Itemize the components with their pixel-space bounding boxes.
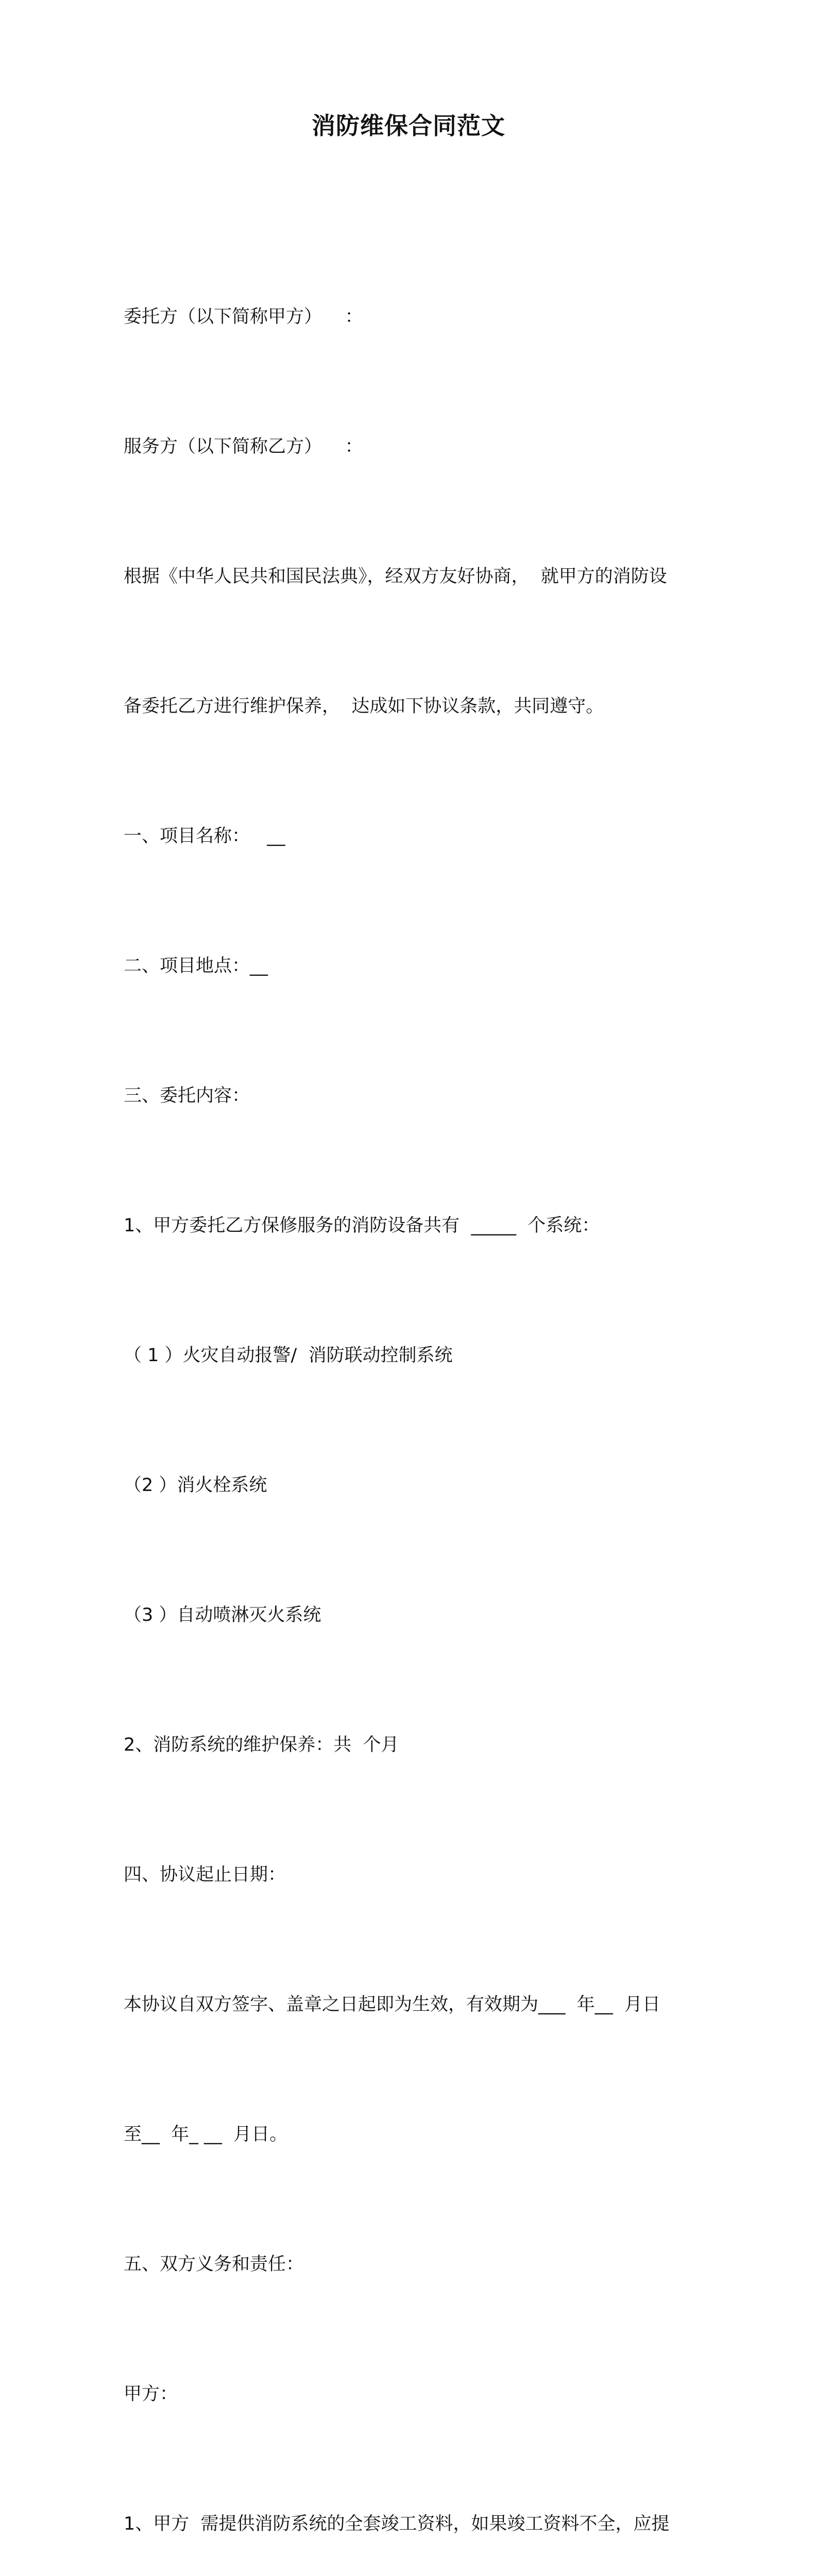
text-line: 四、协议起止日期： xyxy=(124,1865,286,1885)
text-line: 备委托乙方进行维护保养， 达成如下协议条款，共同遵守。 xyxy=(124,696,604,717)
text-line: （2 ）消火栓系统 xyxy=(124,1475,267,1496)
text-line: 二、项目地点：__ xyxy=(124,956,268,976)
text-line: 1、甲方 需提供消防系统的全套竣工资料，如果竣工资料不全，应提 xyxy=(124,2514,670,2534)
text-line: 甲方： xyxy=(124,2384,178,2404)
text-line: 至__ 年_ __ 月日。 xyxy=(124,2124,288,2145)
text-line: 三、委托内容： xyxy=(124,1086,250,1106)
text-line: 1、甲方委托乙方保修服务的消防设备共有 _____ 个系统： xyxy=(124,1215,600,1236)
text-line: 服务方（以下简称乙方） ： xyxy=(124,436,363,457)
text-line: 本协议自双方签字、盖章之日起即为生效，有效期为___ 年__ 月日 xyxy=(124,1994,661,2015)
text-line: 委托方（以下简称甲方） ： xyxy=(124,307,363,327)
text-line: 根据《中华人民共和国民法典》，经双方友好协商， 就甲方的消防设 xyxy=(124,566,667,587)
document-body xyxy=(124,209,701,2576)
text-line: 2、消防系统的维护保养：共 个月 xyxy=(124,1735,399,1755)
text-line: （ 1 ）火灾自动报警/ 消防联动控制系统 xyxy=(124,1345,453,1366)
text-line: 一、项目名称： __ xyxy=(124,826,285,846)
page-title: 消防维保合同范文 xyxy=(312,112,505,140)
text-line: （3 ）自动喷淋灭火系统 xyxy=(124,1605,321,1625)
text-line: 五、双方义务和责任： xyxy=(124,2254,304,2275)
